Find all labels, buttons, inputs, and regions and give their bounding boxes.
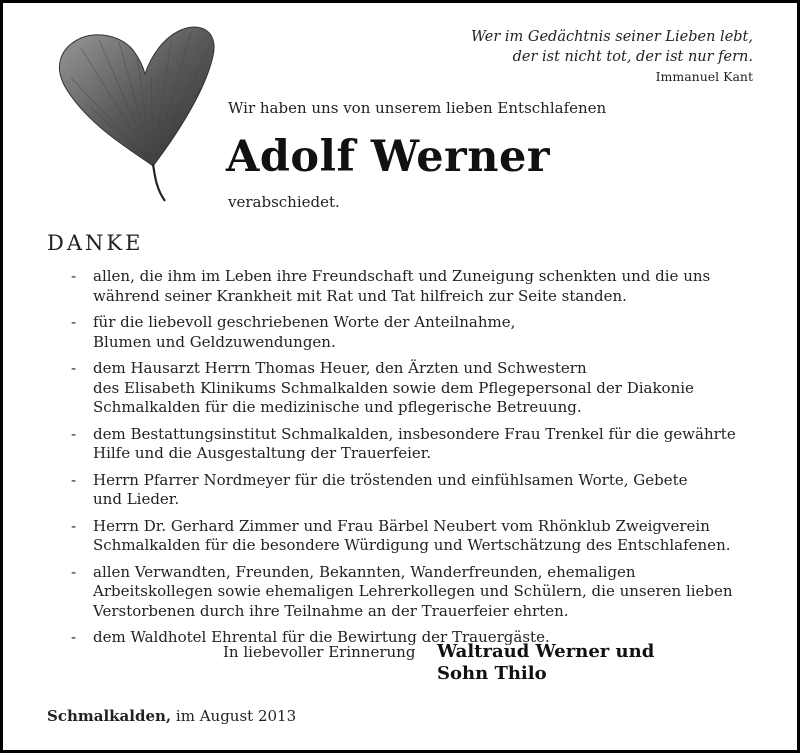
list-item <box>71 517 761 556</box>
list-item-text: dem Waldhotel Ehrental für die Bewirtung der Trauergäste. <box>93 628 550 646</box>
list-item-text: für die liebevoll geschriebenen Worte der Anteilnahme, Blumen und Geldzuwendungen. <box>93 313 516 351</box>
dash-bullet: - <box>71 470 77 489</box>
ginkgo-leaf-icon <box>41 18 231 203</box>
list-item <box>71 313 761 352</box>
obituary-card <box>3 3 797 750</box>
dash-bullet: - <box>71 424 77 443</box>
quote-text: Wer im Gedächtnis seiner Lieben lebt, der ist nicht tot, der ist nur fern. <box>471 29 753 65</box>
intro-text: Wir haben uns von unserem lieben Entschlafenen <box>228 99 607 117</box>
dash-bullet: - <box>71 313 77 331</box>
list-item <box>71 267 761 306</box>
date-text: im August 2013 <box>175 707 297 725</box>
list-item-text: allen Verwandten, Freunden, Bekannten, Wanderfreunden, ehemaligen Arbeitskollegen sowie ehemaligen Lehrerkollegen und Schülern, die unseren lieben Verstorbenen durch ihre Teilnahme an der Trauerfeier ehrten. <box>93 562 733 620</box>
place-name: Schmalkalden, <box>47 707 172 725</box>
dash-bullet: - <box>71 359 77 377</box>
dash-bullet: - <box>71 516 77 535</box>
list-item <box>71 359 761 418</box>
quote-author: Immanuel Kant <box>655 69 753 84</box>
list-item-text: dem Bestattungsinstitut Schmalkalden, insbesondere Frau Trenkel für die gewährte Hilfe und die Ausgestaltung der Trauerfeier. <box>93 424 736 462</box>
list-item-text: Herrn Dr. Gerhard Zimmer und Frau Bärbel Neubert vom Rhönklub Zweigverein Schmalkalden für die besondere Würdigung und Wertschätzung des Entschlafenen. <box>93 516 731 554</box>
dash-bullet: - <box>71 562 77 581</box>
thanks-heading: DANKE <box>47 231 144 255</box>
list-item <box>71 628 761 648</box>
outro-text: verabschiedet. <box>228 193 340 211</box>
list-item-text: Herrn Pfarrer Nordmeyer für die tröstenden und einfühlsamen Worte, Gebete und Lieder. <box>93 470 688 508</box>
list-item <box>71 563 761 622</box>
thanks-list <box>71 267 761 655</box>
list-item-text: allen, die ihm im Leben ihre Freundschaft und Zuneigung schenkten und die uns während seiner Krankheit mit Rat und Tat hilfreich zur Seite standen. <box>93 267 711 305</box>
place-date-line <box>47 707 296 725</box>
list-item <box>71 425 761 464</box>
list-item-text: dem Hausarzt Herrn Thomas Heuer, den Ärzten und Schwestern des Elisabeth Klinikums Schmalkalden sowie dem Pflegepersonal der Diakonie Schmalkalden für die medizinische und pflegerische Betreuung. <box>93 359 694 416</box>
list-item <box>71 471 761 510</box>
dash-bullet: - <box>71 267 77 285</box>
dash-bullet: - <box>71 628 77 646</box>
signature-names: Waltraud Werner und Sohn Thilo <box>437 641 655 684</box>
signature-label: In liebevoller Erinnerung <box>223 643 416 661</box>
deceased-name: Adolf Werner <box>226 132 550 182</box>
